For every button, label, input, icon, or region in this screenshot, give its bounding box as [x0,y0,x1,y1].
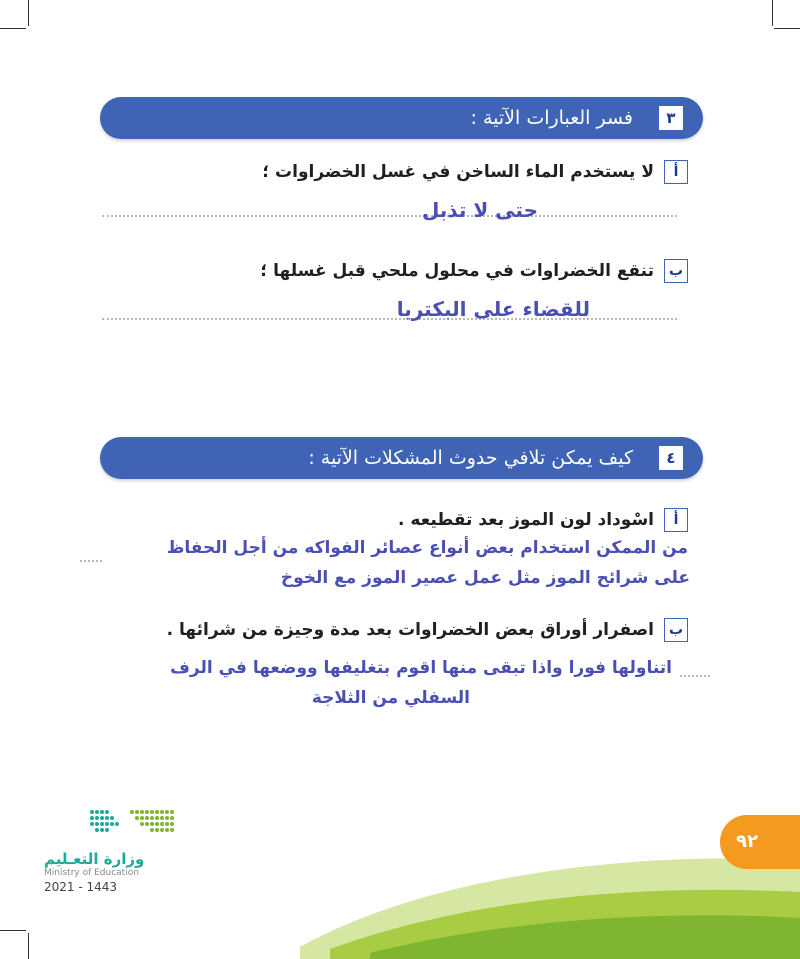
answer-text-line-2: السفلي من الثلاجة [311,688,470,708]
ministry-logo-icon [88,808,178,836]
edition-year: 2021 - 1443 [44,880,118,894]
question-letter: ب [664,259,688,283]
question-letter: أ [664,508,688,532]
section-3-title: فسر العبارات الآتية : [470,107,633,129]
question-text: اصفرار أوراق بعض الخضراوات بعد مدة وجيزة من شرائها . [166,620,654,640]
section-4-title: كيف يمكن تلافي حدوث المشكلات الآتية : [308,447,633,469]
answer-text-line-1: اتناولها فورا واذا تبقى منها اقوم بتغليفها ووضعها في الرف [170,658,672,678]
question-text: تنقع الخضراوات في محلول ملحي قبل غسلها ؛ [260,261,654,281]
answer-text: للقضاء على البكتريا [396,297,590,321]
answer-text-line-2: على شرائح الموز مثل عمل عصير الموز مع الخوخ [280,568,690,588]
question-text: لا يستخدم الماء الساخن في غسل الخضراوات ؛ [262,162,654,182]
ministry-name-english: Ministry of Education [44,868,139,878]
answer-text: حتى لا تذبل [421,198,538,222]
ministry-name-arabic: وزارة التعـليم [44,850,145,868]
question-letter: أ [664,160,688,184]
answer-text-line-1: من الممكن استخدام بعض أنواع عصائر الفواكه من أجل الحفاظ [166,538,688,558]
question-text: اسْوداد لون الموز بعد تقطيعه . [398,510,654,530]
page-number-tab [720,815,800,869]
question-letter: ب [664,618,688,642]
section-number-badge: ٤ [659,446,683,470]
section-number-badge: ٣ [659,106,683,130]
page-number: ٩٢ [736,831,758,852]
